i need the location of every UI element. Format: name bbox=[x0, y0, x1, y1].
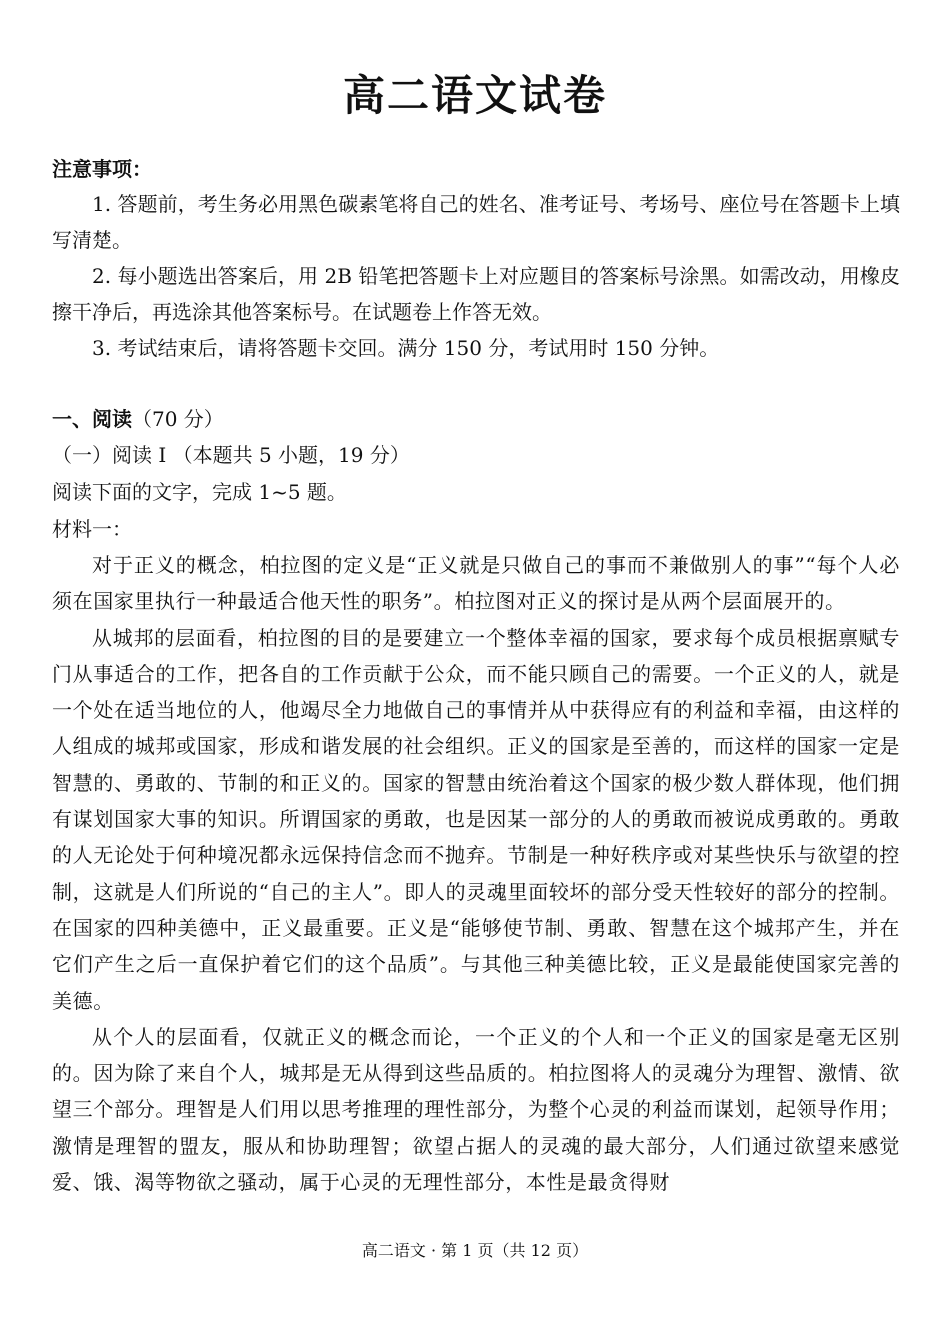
material-paragraph: 从个人的层面看，仅就正义的概念而论，一个正义的个人和一个正义的国家是毫无区别的。因为除了来自个人，城邦是无从得到这些品质的。柏拉图将人的灵魂分为理智、激情、欲望三个部分。理智是人们用以思考推理的理性部分，为整个心灵的利益而谋划，起领导作用；激情是理智的盟友，服从和协助理智；欲望占据人的灵魂的最大部分，人们通过欲望来感觉爱、饿、渴等物欲之骚动，属于心灵的无理性部分，本性是最贪得财 bbox=[52, 1024, 900, 1195]
notice-list bbox=[52, 186, 900, 366]
reading-instruction: 阅读下面的文字，完成 1~5 题。 bbox=[52, 480, 347, 504]
notice-item: 1. 答题前，考生务必用黑色碳素笔将自己的姓名、准考证号、考场号、座位号在答题卡上填写清楚。 bbox=[52, 192, 900, 252]
section-title: 一、阅读 bbox=[52, 407, 132, 431]
notice-item: 2. 每小题选出答案后，用 2B 铅笔把答题卡上对应题目的答案标号涂黑。如需改动，用橡皮擦干净后，再选涂其他答案标号。在试题卷上作答无效。 bbox=[52, 264, 900, 324]
sub-section-heading: （一）阅读 I （本题共 5 小题，19 分） bbox=[52, 443, 410, 467]
section-heading bbox=[52, 402, 224, 436]
page-footer: 高二语文 · 第 1 页（共 12 页） bbox=[361, 1241, 589, 1260]
material-paragraph: 对于正义的概念，柏拉图的定义是“正义就是只做自己的事而不兼做别人的事”“每个人必须在国家里执行一种最适合他天性的职务”。柏拉图对正义的探讨是从两个层面展开的。 bbox=[52, 553, 900, 614]
notice-item: 3. 考试结束后，请将答题卡交回。满分 150 分，考试用时 150 分钟。 bbox=[92, 336, 720, 360]
material-paragraph: 从城邦的层面看，柏拉图的目的是要建立一个整体幸福的国家，要求每个成员根据禀赋专门从事适合的工作，把各自的工作贡献于公众，而不能只顾自己的需要。一个正义的人，就是一个处在适当地位的人，他竭尽全力地做自己的事情并从中获得应有的利益和幸福，由这样的人组成的城邦或国家，形成和谐发展的社会组织。正义的国家是至善的，而这样的国家一定是智慧的、勇敢的、节制的和正义的。国家的智慧由统治着这个国家的极少数人群体现，他们拥有谋划国家大事的知识。所谓国家的勇敢，也是因某一部分的人的勇敢而被说成勇敢的。勇敢的人无论处于何种境况都永远保持信念而不抛弃。节制是一种好秩序或对某些快乐与欲望的控制，这就是人们所说的“自己的主人”。即人的灵魂里面较坏的部分受天性较好的部分的控制。在国家的四种美德中，正义最重要。正义是“能够使节制、勇敢、智慧在这个城邦产生，并在它们产生之后一直保护着它们的这个品质”。与其他三种美德比较，正义是最能使国家完善的美德。 bbox=[52, 625, 900, 1013]
material-label: 材料一： bbox=[52, 517, 132, 541]
material-body bbox=[52, 547, 900, 1200]
notice-heading: 注意事项： bbox=[52, 157, 152, 181]
section-points: （70 分） bbox=[132, 407, 224, 431]
exam-title: 高二语文试卷 bbox=[342, 71, 607, 120]
